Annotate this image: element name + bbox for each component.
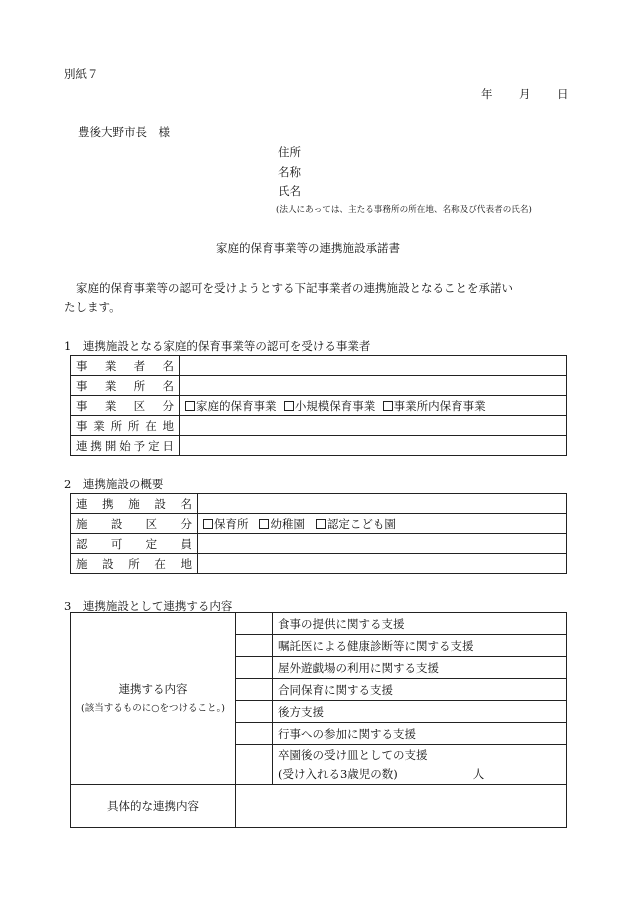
value-cell[interactable] (180, 436, 567, 456)
mark-cell[interactable] (236, 657, 273, 679)
applicant-address-label: 住所 (278, 145, 301, 159)
row-label (71, 494, 198, 514)
value-cell[interactable] (180, 356, 567, 376)
item-joint-care-support: 合同保育に関する支援 (273, 679, 567, 701)
intro-line-1: 家庭的保育事業等の認可を受けようとする下記事業者の連携施設となることを承諾い (76, 281, 513, 295)
section3-table (70, 612, 567, 828)
mark-cell[interactable] (236, 635, 273, 657)
mark-cell[interactable] (236, 745, 273, 785)
mark-cell[interactable] (236, 679, 273, 701)
label-business-category: 事業区分 (76, 398, 174, 413)
document-label: 別紙７ (64, 67, 99, 81)
section2-table (70, 493, 567, 574)
checkbox-icon (259, 519, 269, 529)
item-meal-support: 食事の提供に関する支援 (273, 613, 567, 635)
checkbox-icon (316, 519, 326, 529)
table-row (71, 396, 567, 416)
row-label (71, 376, 180, 396)
detail-label: 具体的な連携内容 (107, 799, 199, 813)
label-facility-name: 連携施設名 (76, 496, 192, 511)
facility-category-options (198, 514, 567, 534)
item-post-graduation-support (273, 745, 567, 785)
checkbox-workplace[interactable]: 事業所内保育事業 (383, 399, 486, 413)
item-health-checkup-support: 嘱託医による健康診断等に関する支援 (273, 635, 567, 657)
cooperation-content-note: (該当するものに○をつけること。) (81, 702, 225, 714)
label-capacity: 認可定員 (76, 536, 192, 551)
mark-cell[interactable] (236, 613, 273, 635)
value-cell[interactable] (198, 554, 567, 574)
checkbox-nursery[interactable]: 保育所 (203, 517, 249, 531)
value-cell[interactable] (198, 494, 567, 514)
checkbox-small-scale[interactable]: 小規模保育事業 (284, 399, 376, 413)
row-label (71, 396, 180, 416)
table-row (71, 613, 567, 635)
item-event-support: 行事への参加に関する支援 (273, 723, 567, 745)
post-graduation-label: 卒園後の受け皿としての支援 (278, 747, 428, 762)
table-row (71, 416, 567, 436)
row-label (71, 436, 180, 456)
checkbox-icon (284, 401, 294, 411)
table-row (71, 376, 567, 396)
checkbox-home-based[interactable]: 家庭的保育事業 (185, 399, 277, 413)
table-row (71, 785, 567, 828)
item-playground-support: 屋外遊戯場の利用に関する支援 (273, 657, 567, 679)
section2-heading: 2 連携施設の概要 (64, 477, 164, 491)
value-cell[interactable] (180, 416, 567, 436)
mark-cell[interactable] (236, 723, 273, 745)
detail-label-cell (71, 785, 236, 828)
cooperation-content-cell (71, 613, 236, 785)
value-cell[interactable] (180, 376, 567, 396)
detail-input[interactable] (236, 785, 567, 828)
table-row (71, 356, 567, 376)
label-start-date: 連携開始予定日 (76, 438, 174, 453)
row-label (71, 534, 198, 554)
label-facility-category: 施設区分 (76, 516, 192, 531)
row-label (71, 514, 198, 534)
date-year: 年 (481, 87, 493, 101)
table-row (71, 494, 567, 514)
section1-table (70, 355, 567, 456)
value-cell[interactable] (198, 534, 567, 554)
date-day: 日 (557, 87, 569, 101)
three-year-olds-count: (受け入れる3歳児の数) 人 (278, 766, 485, 781)
applicant-name-label: 名称 (278, 165, 301, 179)
row-label (71, 554, 198, 574)
label-office-address: 事業所所在地 (76, 418, 174, 433)
table-row (71, 534, 567, 554)
row-label (71, 416, 180, 436)
section3-heading: 3 連携施設として連携する内容 (64, 599, 233, 613)
item-backup-support: 後方支援 (273, 701, 567, 723)
section1-heading: 1 連携施設となる家庭的保育事業等の認可を受ける事業者 (64, 339, 371, 353)
label-facility-address: 施設所在地 (76, 556, 192, 571)
checkbox-icon (383, 401, 393, 411)
table-row (71, 554, 567, 574)
addressee: 豊後大野市長 様 (78, 125, 170, 139)
business-category-options (180, 396, 567, 416)
date-month: 月 (519, 87, 531, 101)
table-row (71, 514, 567, 534)
checkbox-icon (185, 401, 195, 411)
checkbox-kindergarten[interactable]: 幼稚園 (259, 517, 305, 531)
applicant-note: (法人にあっては、主たる事務所の所在地、名称及び代表者の氏名) (276, 205, 532, 215)
checkbox-certified-center[interactable]: 認定こども園 (316, 517, 396, 531)
table-row (71, 436, 567, 456)
row-label (71, 356, 180, 376)
mark-cell[interactable] (236, 701, 273, 723)
label-office-name: 事業所名 (76, 378, 174, 393)
page-title: 家庭的保育事業等の連携施設承諾書 (216, 241, 400, 255)
checkbox-icon (203, 519, 213, 529)
applicant-person-label: 氏名 (278, 184, 301, 198)
label-business-operator: 事業者名 (76, 358, 174, 373)
intro-line-2: たします。 (64, 300, 121, 314)
cooperation-content-label: 連携する内容 (118, 681, 188, 696)
